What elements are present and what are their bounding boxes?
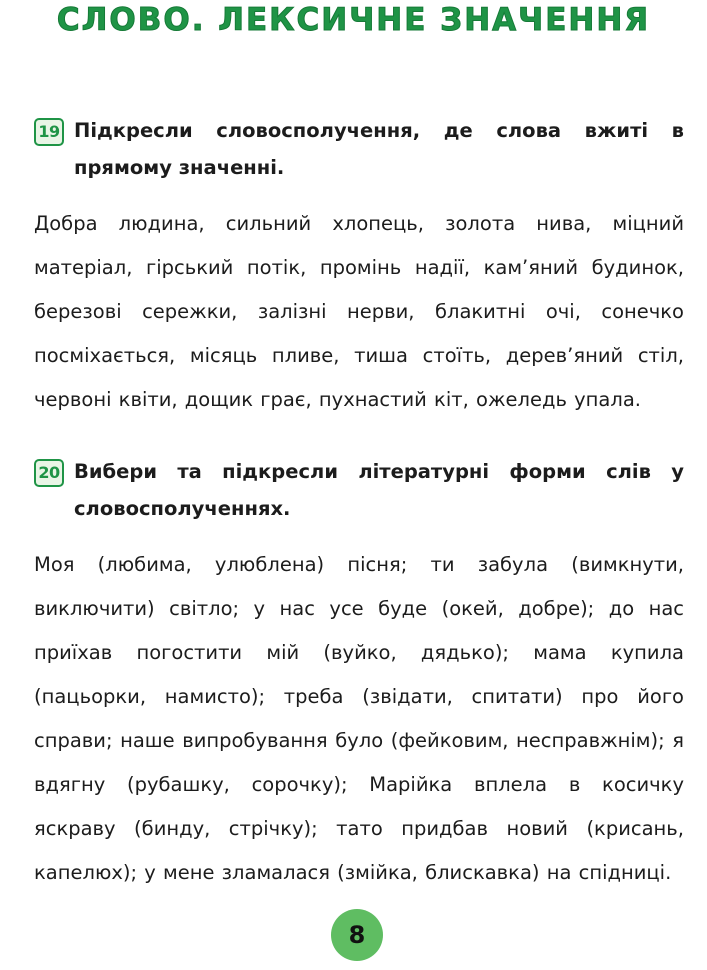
task-20-instruction-block bbox=[34, 453, 684, 527]
page-title: СЛОВО. ЛЕКСИЧНЕ ЗНАЧЕННЯ bbox=[56, 2, 651, 38]
page-number-badge: 8 bbox=[331, 909, 383, 961]
task-20 bbox=[34, 453, 684, 895]
task-20-text: Моя (любима, улюблена) пісня; ти забула (вимкнути, виключити) світло; у нас усе буде (окей, добре); до нас приїхав погостити мій (вуйко, дядько); мама купила (пацьорки, намисто); треба (звідати, спитати) про його справи; наше випробування було (фейковим, несправжнім); я вдягну (рубашку, сорочку); Марійка вплела в косичку яскраву (бинду, стрічку); тато придбав новий (крисань, капелюх); у мене зламалася (змійка, блискавка) на спідниці. bbox=[34, 553, 684, 884]
task-19-instruction-block bbox=[34, 112, 684, 186]
task-19 bbox=[34, 112, 684, 422]
task-20-instruction: Вибери та підкресли літературні форми слів у словосполученнях. bbox=[74, 460, 684, 520]
task-19-text: Добра людина, сильний хлопець, золота нива, міцний матеріал, гірський потік, промінь надії, кам’яний будинок, березові сережки, залізні нерви, блакитні очі, сонечко посміхається, місяць пливе, тиша стоїть, дерев’яний стіл, червоні квіти, дощик грає, пухнастий кіт, ожеледь упала. bbox=[34, 212, 684, 411]
task-19-instruction: Підкресли словосполучення, де слова вжиті в прямому значенні. bbox=[74, 119, 684, 179]
task-19-number-badge: 19 bbox=[34, 118, 64, 146]
task-20-number-badge: 20 bbox=[34, 459, 64, 487]
